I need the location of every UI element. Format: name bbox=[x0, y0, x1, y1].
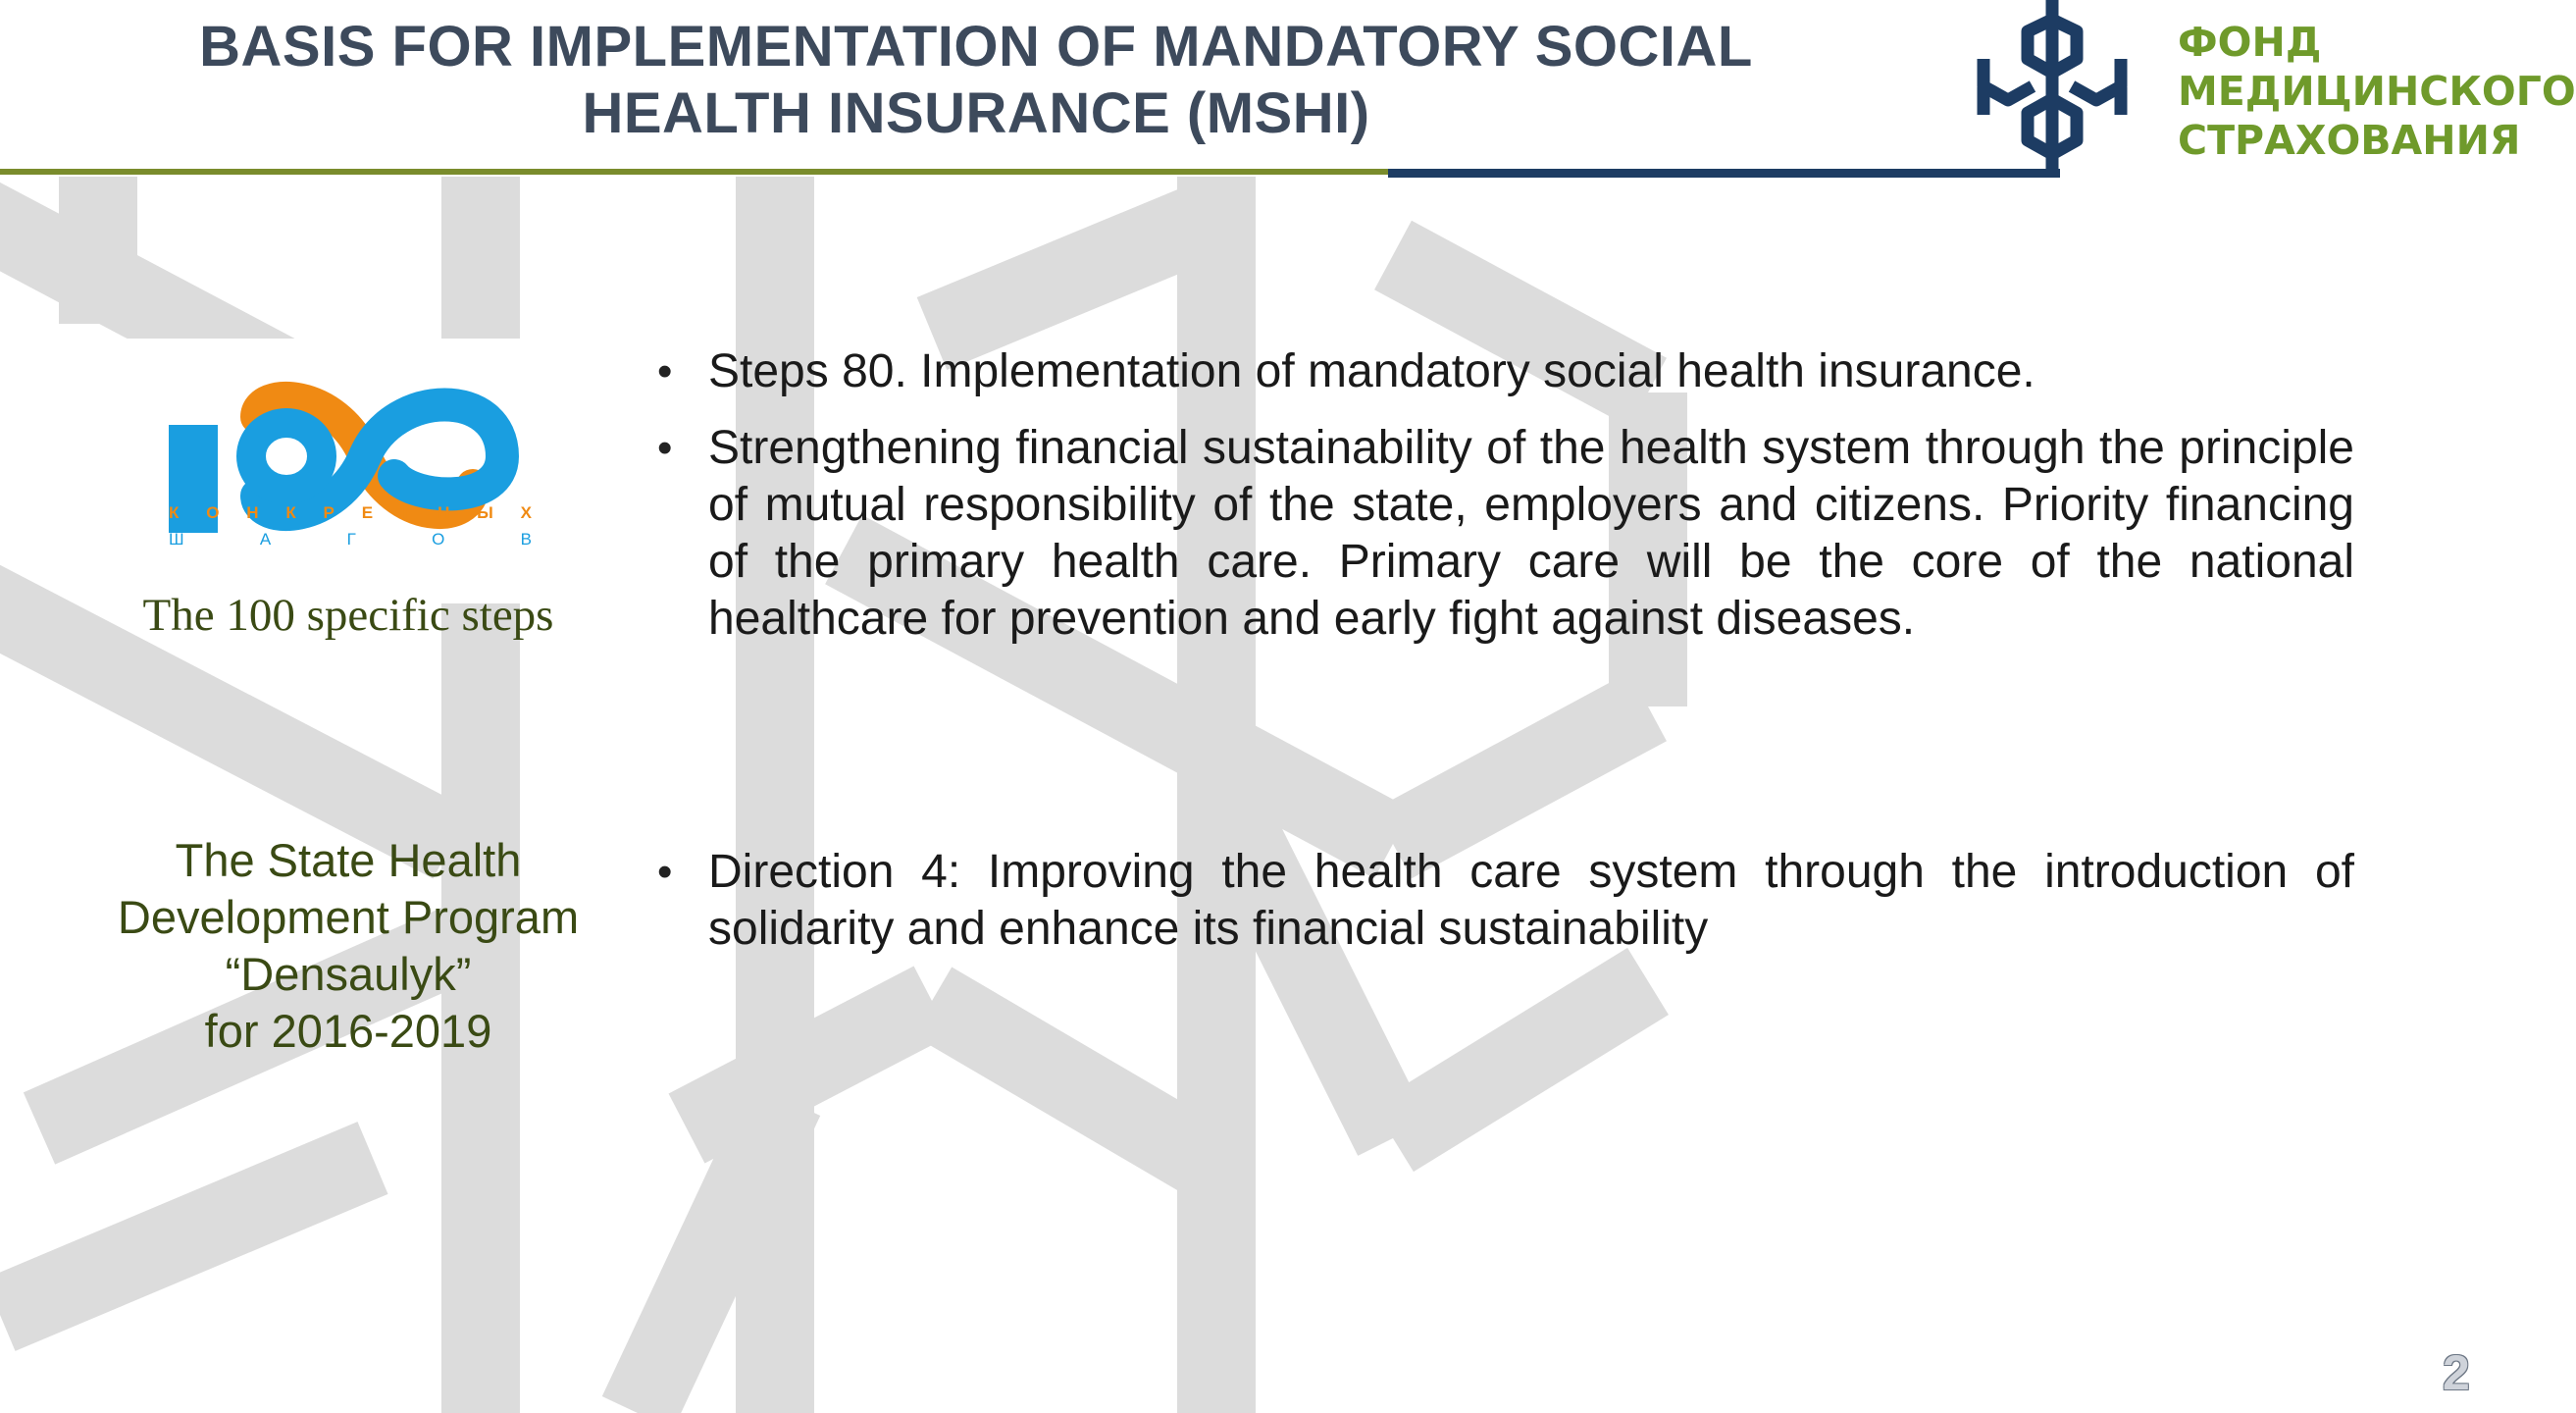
bullet-icon: • bbox=[657, 424, 673, 472]
fund-snowflake-icon bbox=[1964, 0, 2140, 172]
header-rule-green bbox=[0, 169, 1388, 175]
steps-letter: А bbox=[259, 530, 272, 549]
header-rule-blue bbox=[1388, 169, 2060, 178]
steps-letter: Г bbox=[346, 530, 356, 549]
fund-logo-text bbox=[2178, 18, 2576, 165]
bullet-item bbox=[647, 844, 2354, 958]
steps-logo-word-bottom bbox=[169, 530, 532, 550]
steps-letter: Т bbox=[399, 503, 411, 522]
bullet-text: Strengthening financial sustainability of the health system through the principle of mutual responsibility of the state, employers and citizens. Priority financing of the primary health care. Primary care will be the core of the national healthcare for prevention and early fight against diseases. bbox=[708, 422, 2354, 645]
steps-letter: О bbox=[206, 503, 220, 522]
bullet-text: Direction 4: Improving the health care system through the introduction of solidarity and enhance its financial sustainability bbox=[708, 846, 2354, 955]
slide-title: BASIS FOR IMPLEMENTATION OF MANDATORY SOCIAL HEALTH INSURANCE (MSHI) bbox=[199, 15, 1753, 145]
program-bullet-list bbox=[647, 844, 2354, 977]
program-title bbox=[54, 832, 643, 1060]
steps-letter: Х bbox=[520, 503, 532, 522]
program-title-line: The State Health bbox=[175, 834, 522, 886]
steps-letter: О bbox=[432, 530, 445, 549]
fund-logo-line: МЕДИЦИНСКОГО bbox=[2178, 68, 2576, 115]
bullet-icon: • bbox=[657, 848, 673, 896]
page-number: 2 bbox=[2443, 1345, 2470, 1400]
bullet-item bbox=[647, 420, 2354, 648]
steps-caption: The 100 specific steps bbox=[142, 590, 554, 641]
program-title-line: for 2016-2019 bbox=[204, 1005, 492, 1057]
slide-header bbox=[0, 0, 2576, 182]
steps-letter: Н bbox=[246, 503, 259, 522]
steps-letter: В bbox=[520, 530, 532, 549]
program-title-line: Development Program bbox=[117, 891, 580, 943]
steps-letter: Ы bbox=[477, 503, 493, 522]
bullet-text: Steps 80. Implementation of mandatory social health insurance. bbox=[708, 345, 2035, 397]
steps-letter: Е bbox=[361, 503, 374, 522]
steps-letter: Р bbox=[323, 503, 335, 522]
bullet-item bbox=[647, 343, 2354, 400]
bullet-icon: • bbox=[657, 347, 673, 395]
fund-logo-line: СТРАХОВАНИЯ bbox=[2178, 117, 2521, 164]
program-title-line: “Densaulyk” bbox=[225, 948, 472, 1000]
steps-logo-word-top bbox=[169, 503, 532, 523]
steps-bullet-list bbox=[647, 343, 2354, 667]
fund-logo-line: ФОНД bbox=[2178, 19, 2322, 66]
steps-letter: К bbox=[285, 503, 296, 522]
100-steps-logo bbox=[110, 339, 591, 603]
steps-letter: Н bbox=[438, 503, 450, 522]
steps-letter: К bbox=[169, 503, 180, 522]
steps-letter: Ш bbox=[169, 530, 184, 549]
